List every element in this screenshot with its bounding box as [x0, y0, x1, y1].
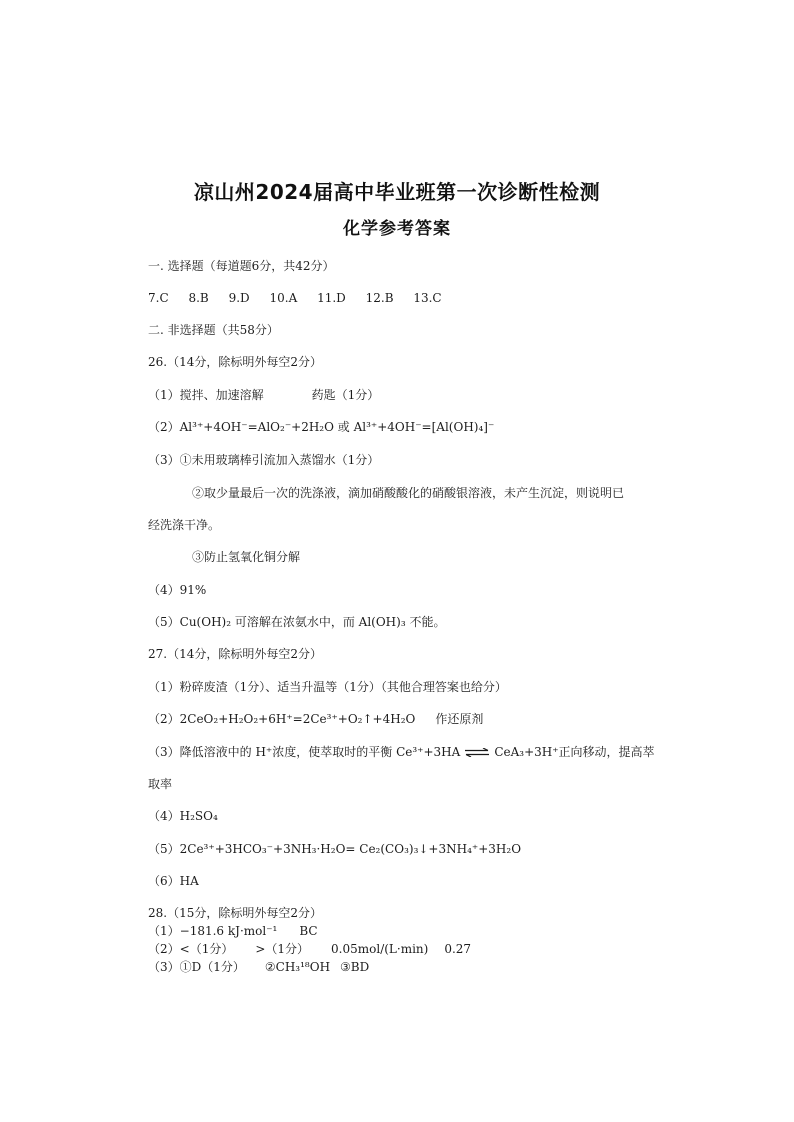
- q27-answer-6: （6）HA: [148, 874, 199, 888]
- q28-answer-3: （3）①D（1分） ②CH₃¹⁸OH ③BD: [148, 960, 370, 974]
- q26-answer-3b: ②取少量最后一次的洗涤液，滴加硝酸酸化的硝酸银溶液，未产生沉淀，则说明已: [192, 486, 625, 500]
- q26-answer-3b-cont: 经洗涤干净。: [148, 518, 221, 532]
- q27-heading: 27.（14分，除标明外每空2分）: [148, 647, 322, 661]
- choice-12: 12.B: [365, 291, 394, 305]
- choice-9: 9.D: [228, 291, 250, 305]
- q26-answer-5: （5）Cu(OH)₂ 可溶解在浓氨水中，而 Al(OH)₃ 不能。: [148, 615, 446, 629]
- page-subtitle: 化学参考答案: [343, 219, 451, 239]
- q28-answer-2: （2）<（1分） >（1分） 0.05mol/(L·min) 0.27: [148, 942, 472, 956]
- q26-answer-4: （4）91%: [148, 583, 207, 597]
- choice-13: 13.C: [413, 291, 442, 305]
- q27-answer-1: （1）粉碎废渣（1分）、适当升温等（1分）（其他合理答案也给分）: [148, 680, 507, 694]
- q28-heading: 28.（15分，除标明外每空2分）: [148, 906, 322, 920]
- q26-answer-3a: （3）①未用玻璃棒引流加入蒸馏水（1分）: [148, 453, 380, 467]
- choice-answers: [148, 290, 442, 306]
- q27-answer-2: （2）2CeO₂+H₂O₂+6H⁺=2Ce³⁺+O₂↑+4H₂O 作还原剂: [148, 712, 484, 726]
- q26-answer-1: （1）搅拌、加速溶解 药匙（1分）: [148, 388, 380, 402]
- q27-answer-4: （4）H₂SO₄: [148, 809, 218, 823]
- equilibrium-arrow-icon: [464, 748, 490, 757]
- choice-11: 11.D: [317, 291, 346, 305]
- choice-10: 10.A: [269, 291, 298, 305]
- q27-answer-5: （5）2Ce³⁺+3HCO₃⁻+3NH₃·H₂O= Ce₂(CO₃)₃↓+3NH₄⁺+3H₂O: [148, 842, 522, 856]
- q26-heading: 26.（14分，除标明外每空2分）: [148, 355, 322, 369]
- page-title: 凉山州2024届高中毕业班第一次诊断性检测: [193, 180, 601, 204]
- q26-answer-3c: ③防止氢氧化铜分解: [192, 550, 301, 564]
- section-1-heading: 一. 选择题（每道题6分，共42分）: [148, 259, 335, 273]
- q27-answer-3: （3）降低溶液中的 H⁺浓度，使萃取时的平衡 Ce³⁺+3HA CeA₃+3H⁺正向移动，提高萃: [148, 745, 655, 759]
- q28-answer-1: （1）−181.6 kJ·mol⁻¹ BC: [148, 924, 318, 938]
- q26-answer-2: （2）Al³⁺+4OH⁻=AlO₂⁻+2H₂O 或 Al³⁺+4OH⁻=[Al(OH)₄]⁻: [148, 420, 495, 434]
- section-2-heading: 二. 非选择题（共58分）: [148, 323, 279, 337]
- choice-8: 8.B: [188, 291, 209, 305]
- choice-7: 7.C: [148, 291, 169, 305]
- q27-answer-3-cont: 取率: [148, 777, 173, 791]
